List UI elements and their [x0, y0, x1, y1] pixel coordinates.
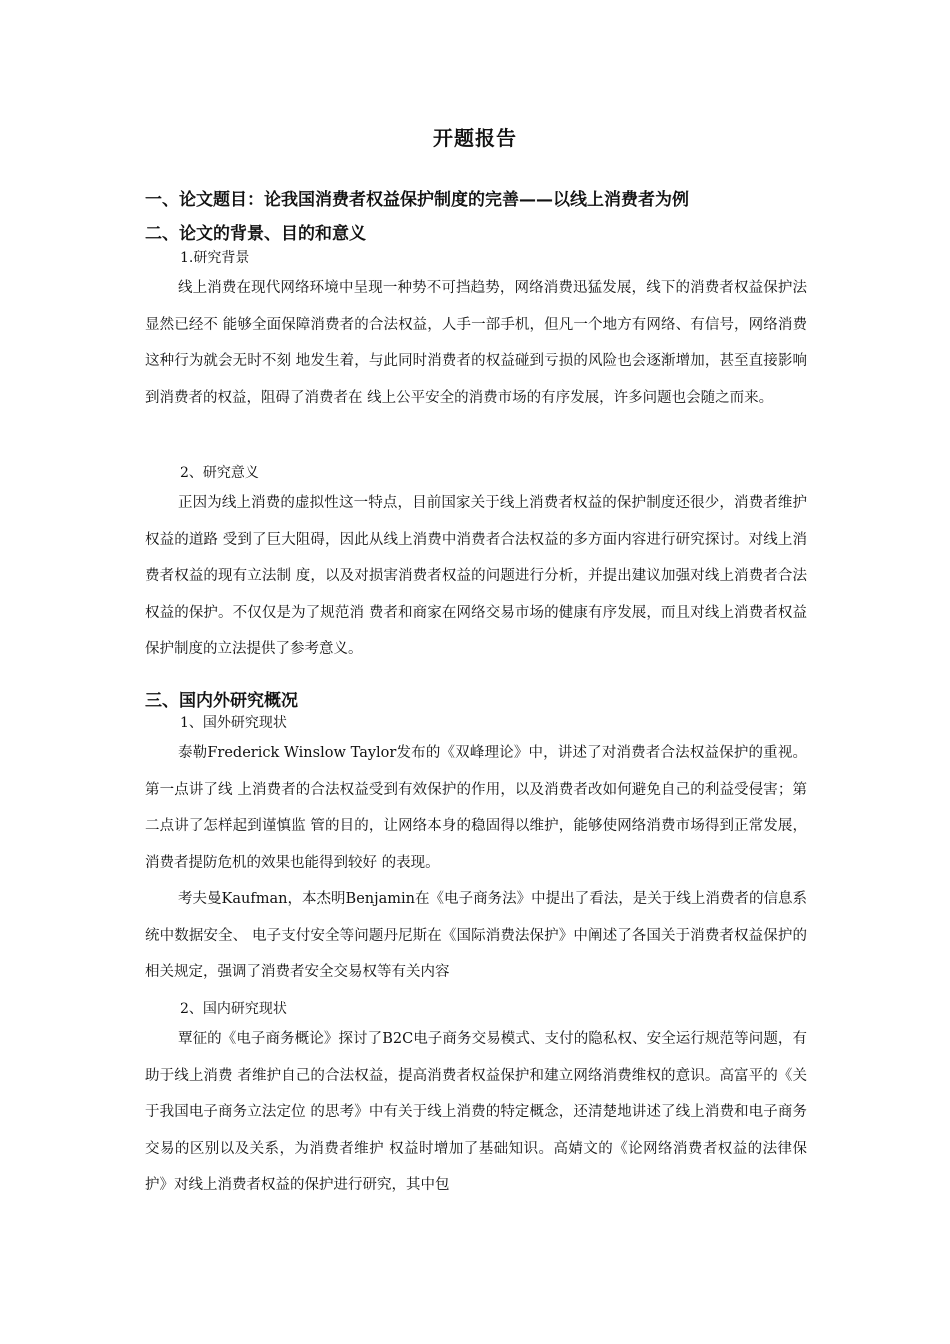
- paragraph-foreign-research-1: 泰勒Frederick Winslow Taylor发布的《双峰理论》中，讲述了对消费者合法权益保护的重视。第一点讲了线 上消费者的合法权益受到有效保护的作用，以及消费者改如何避免自己的利益受侵害；第二点讲了怎样起到谨慎监 管的目的，让网络本身的稳固得以维护，能够使网络消费市场得到正常发展，消费者提防危机的效果也能得到较好 的表现。: [145, 745, 807, 871]
- subheading-research-background: 1.研究背景: [180, 250, 250, 266]
- section-heading-thesis-title: 一、论文题目：论我国消费者权益保护制度的完善——以线上消费者为例: [145, 190, 689, 210]
- paragraph-research-background: 线上消费在现代网络环境中呈现一种势不可挡趋势，网络消费迅猛发展，线下的消费者权益保护法显然已经不 能够全面保障消费者的合法权益，人手一部手机，但凡一个地方有网络、有信号，网络消费这种行为就会无时不刻 地发生着，与此同时消费者的权益碰到亏损的风险也会逐渐增加，甚至直接影响到消费者的权益，阻碍了消费者在 线上公平安全的消费市场的有序发展，许多问题也会随之而来。: [145, 280, 807, 406]
- section-heading-background: 二、论文的背景、目的和意义: [145, 224, 366, 244]
- subheading-foreign-research: 1、国外研究现状: [180, 715, 287, 731]
- paragraph-foreign-research-2: 考夫曼Kaufman，本杰明Benjamin在《电子商务法》中提出了看法，是关于线上消费者的信息系统中数据安全、 电子支付安全等问题丹尼斯在《国际消费法保护》中阐述了各国关于消费者权益保护的相关规定，强调了消费者安全交易权等有关内容: [145, 891, 807, 980]
- paragraph-research-significance: 正因为线上消费的虚拟性这一特点，目前国家关于线上消费者权益的保护制度还很少，消费者维护权益的道路 受到了巨大阻碍，因此从线上消费中消费者合法权益的多方面内容进行研究探讨。对线上消费者权益的现有立法制 度，以及对损害消费者权益的问题进行分析，并提出建议加强对线上消费者合法权益的保护。不仅仅是为了规范消 费者和商家在网络交易市场的健康有序发展，而且对线上消费者权益保护制度的立法提供了参考意义。: [145, 495, 807, 657]
- page-title: 开题报告: [433, 126, 517, 150]
- section-heading-research-overview: 三、国内外研究概况: [145, 691, 298, 711]
- subheading-research-significance: 2、研究意义: [180, 465, 259, 481]
- paragraph-domestic-research: 覃征的《电子商务概论》探讨了B2C电子商务交易模式、支付的隐私权、安全运行规范等问题，有助于线上消费 者维护自己的合法权益，提高消费者权益保护和建立网络消费维权的意识。高富平的《关于我国电子商务立法定位 的思考》中有关于线上消费的特定概念，还清楚地讲述了线上消费和电子商务交易的区别以及关系，为消费者维护 权益时增加了基础知识。高婧文的《论网络消费者权益的法律保护》对线上消费者权益的保护进行研究，其中包: [145, 1031, 807, 1193]
- subheading-domestic-research: 2、国内研究现状: [180, 1001, 287, 1017]
